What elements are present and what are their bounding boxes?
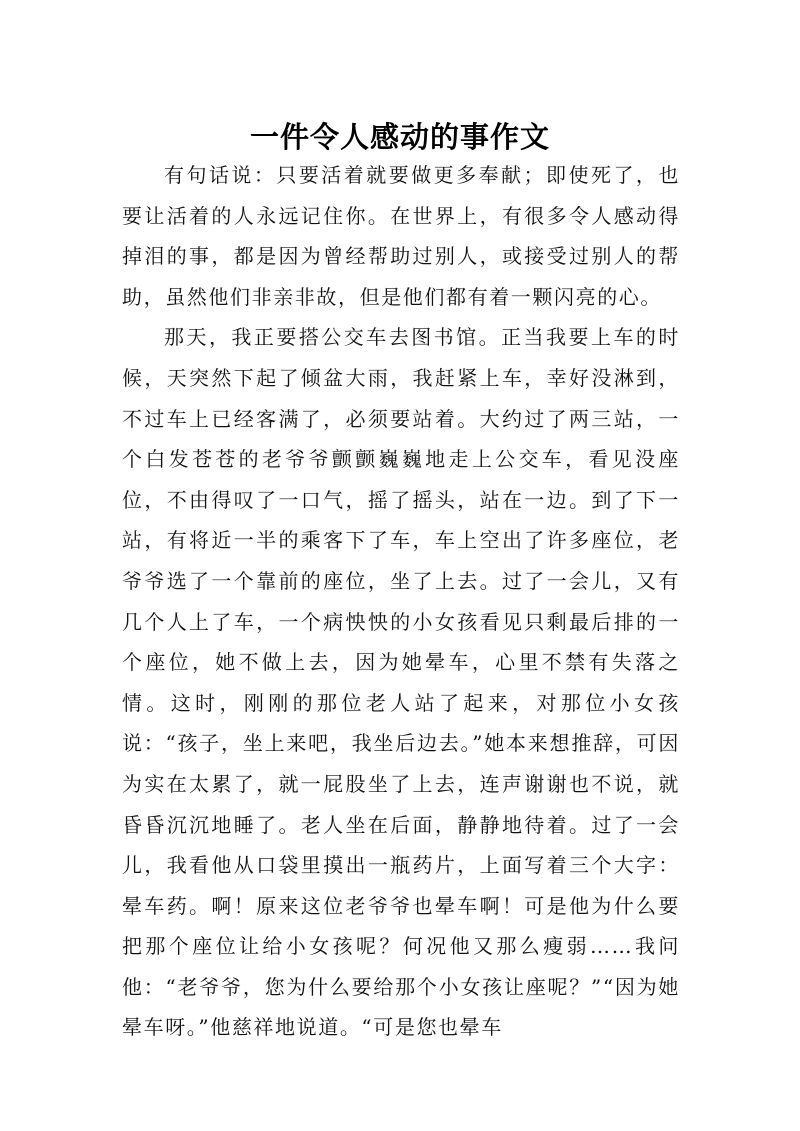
document-body: [122, 155, 680, 1048]
paragraph-intro: 有句话说：只要活着就要做更多奉献；即使死了，也要让活着的人永远记住你。在世界上，有很多令人感动得掉泪的事，都是因为曾经帮助过别人，或接受过别人的帮助，虽然他们非亲非故，但是他们都有着一颗闪亮的心。: [122, 163, 680, 309]
document-title: 一件令人感动的事作文: [249, 120, 550, 155]
paragraph-story: 那天，我正要搭公交车去图书馆。正当我要上车的时候，天突然下起了倾盆大雨，我赶紧上车，幸好没淋到，不过车上已经客满了，必须要站着。大约过了两三站，一个白发苍苍的老爷爷颤颤巍巍地走上公交车，看见没座位，不由得叹了一口气，摇了摇头，站在一边。到了下一站，有将近一半的乘客下了车，车上空出了许多座位，老爷爷选了一个靠前的座位，坐了上去。过了一会儿，又有几个人上了车，一个病怏怏的小女孩看见只剩最后排的一个座位，她不做上去，因为她晕车，心里不禁有失落之情。这时，刚刚的那位老人站了起来，对那位小女孩说：“孩子，坐上来吧，我坐后边去。”她本来想推辞，可因为实在太累了，就一屁股坐了上去，连声谢谢也不说，就昏昏沉沉地睡了。老人坐在后面，静静地待着。过了一会儿，我看他从口袋里摸出一瓶药片，上面写着三个大字：晕车药。啊！原来这位老爷爷也晕车啊！可是他为什么要把那个座位让给小女孩呢？何况他又那么瘦弱……我问他：“老爷爷，您为什么要给那个小女孩让座呢？”“因为她晕车呀。”他慈祥地说道。“可是您也晕车: [122, 325, 680, 1040]
